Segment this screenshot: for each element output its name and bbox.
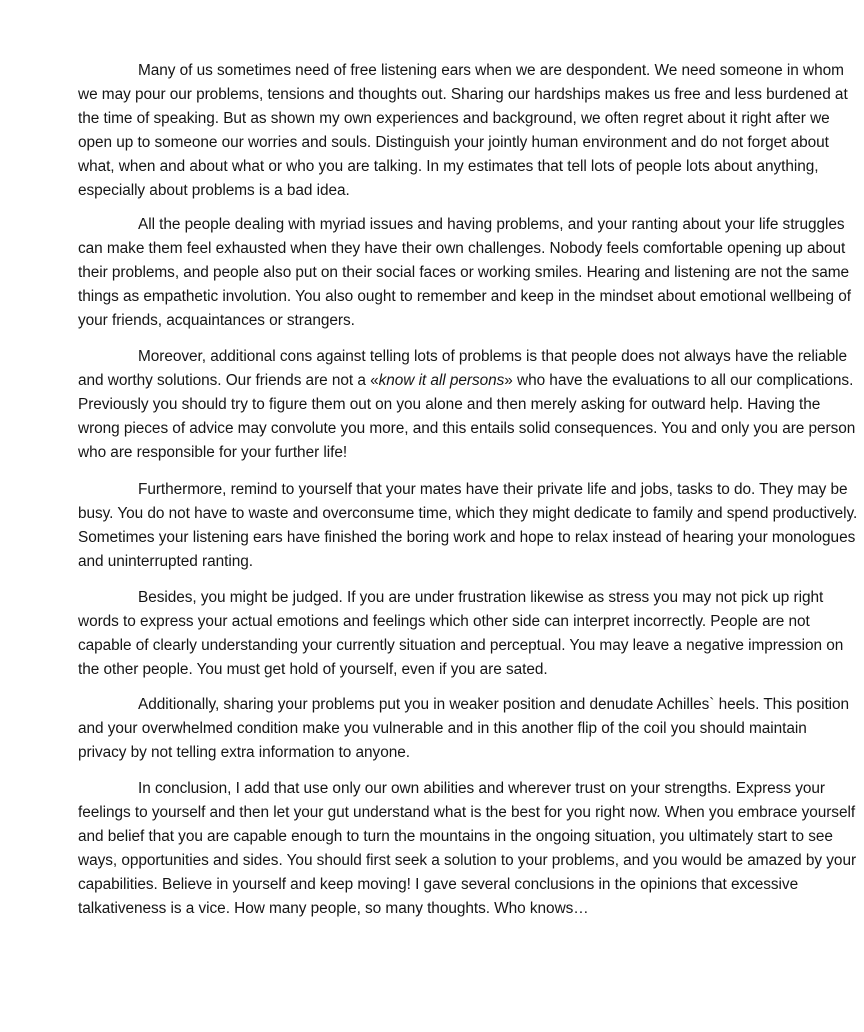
- paragraph-solutions-italic-term: know it all persons: [378, 372, 505, 389]
- paragraph-exhaustion: All the people dealing with myriad issues and having problems, and your ranting about your life struggles can make them feel exhausted when they have their own challenges. Nobody feels comfortable opening up about their problems, and people also put on their social faces or working smiles. Hearing and listening are not the same things as empathetic involution. You also ought to remember and keep in the mindset about emotional wellbeing of your friends, acquaintances or strangers.: [78, 216, 851, 329]
- essay-body: [78, 59, 858, 933]
- paragraph-solutions-end: » who have the evaluations to all our complications. Previously you should try to figure them out on you alone and then merely asking for outward help. Having the wrong pieces of advice may convolute you more, and this entails solid consequences. You and only you are person who are responsible for your further life!: [78, 372, 856, 461]
- paragraph-busy-mates: Furthermore, remind to yourself that your mates have their private life and jobs, tasks to do. They may be busy. You do not have to waste and overconsume time, which they might dedicate to family and spend productively. Sometimes your listening ears have finished the boring work and hope to relax instead of hearing your monologues and uninterrupted ranting.: [78, 481, 858, 570]
- paragraph-conclusion: In conclusion, I add that use only our own abilities and wherever trust on your strengths. Express your feelings to yourself and then let your gut understand what is the best for you right now. When you embrace yourself and belief that you are capable enough to turn the mountains in the ongoing situation, you ultimately start to see ways, opportunities and sides. You should first seek a solution to your problems, and you would be amazed by your capabilities. Believe in yourself and keep moving! I gave several conclusions in the opinions that excessive talkativeness is a vice. How many people, so many thoughts. Who knows…: [78, 780, 857, 917]
- paragraph-weaker-position: Additionally, sharing your problems put you in weaker position and denudate Achilles` heels. This position and your overwhelmed condition make you vulnerable and in this another flip of the coil you should maintain privacy by not telling extra information to anyone.: [78, 696, 850, 761]
- paragraph-judged: Besides, you might be judged. If you are under frustration likewise as stress you may not pick up right words to express your actual emotions and feelings which other side can interpret incorrectly. People are not capable of clearly understanding your currently situation and perceptual. You may leave a negative impression on the other people. You must get hold of yourself, even if you are sated.: [78, 589, 844, 678]
- paragraph-intro: Many of us sometimes need of free listening ears when we are despondent. We need someone in whom we may pour our problems, tensions and thoughts out. Sharing our hardships makes us free and less burdened at the time of speaking. But as shown my own experiences and background, we often regret about it right after we open up to someone our worries and souls. Distinguish your jointly human environment and do not forget about what, when and about what or who you are talking. In my estimates that tell lots of people lots about anything, especially about problems is a bad idea.: [78, 62, 848, 199]
- paragraph-solutions: [78, 345, 858, 465]
- paragraph-solutions-start: Moreover, additional cons against telling lots of problems is that people does not always have the reliable and worthy solutions. Our friends are not a «: [78, 348, 848, 389]
